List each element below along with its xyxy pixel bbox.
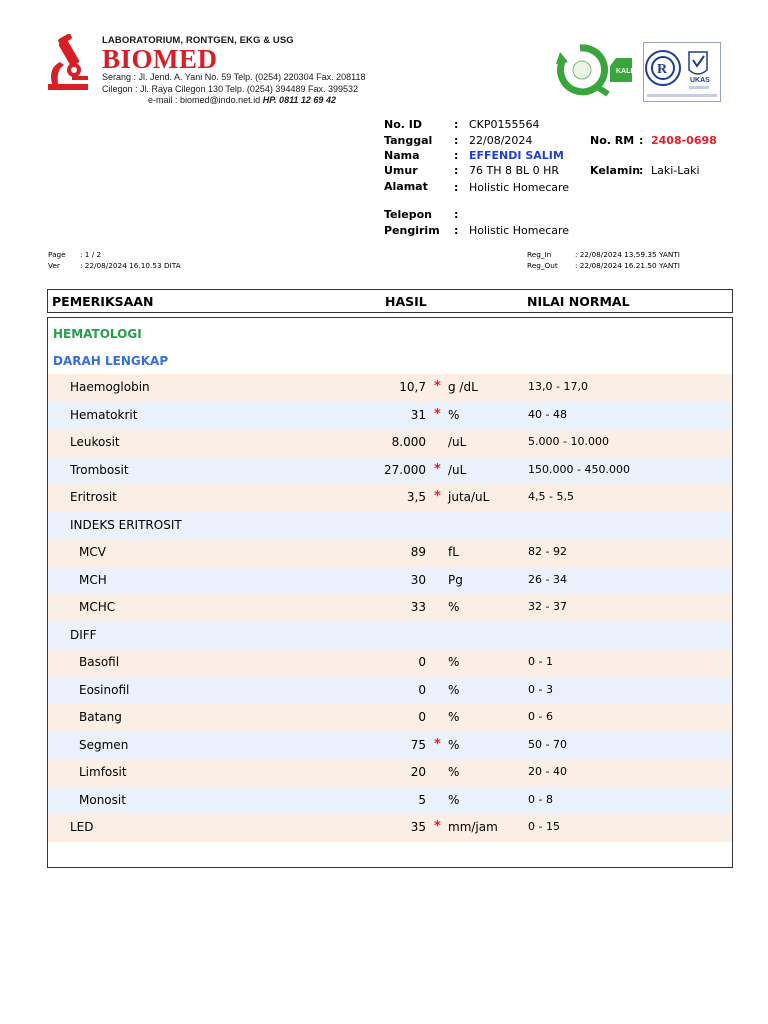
result-unit: % bbox=[448, 765, 460, 779]
result-value: 8.000 bbox=[391, 435, 426, 449]
table-row bbox=[48, 539, 732, 567]
result-value: 30 bbox=[410, 572, 426, 587]
test-name: Hematokrit bbox=[70, 407, 138, 422]
test-name: LED bbox=[70, 820, 94, 834]
result-unit: fL bbox=[448, 545, 459, 559]
normal-range: 50 - 70 bbox=[528, 737, 567, 751]
test-name: Eritrosit bbox=[70, 490, 117, 504]
address-serang: Serang : Jl. Jend. A. Yani No. 59 Telp. (0254) 220304 Fax. 208118 bbox=[102, 72, 366, 82]
result-unit: /uL bbox=[448, 462, 467, 477]
table-row bbox=[48, 594, 732, 622]
test-name: Eosinofil bbox=[79, 682, 130, 697]
reg-in-label: Reg_In bbox=[527, 250, 552, 259]
no-id-label: No. ID bbox=[384, 118, 422, 131]
result-unit: % bbox=[448, 655, 460, 669]
normal-range: 0 - 6 bbox=[528, 710, 553, 723]
test-name: Basofil bbox=[79, 655, 120, 669]
result-unit: % bbox=[448, 682, 460, 697]
normal-range: 20 - 40 bbox=[528, 765, 567, 778]
abnormal-flag: * bbox=[434, 736, 441, 752]
alamat-label: Alamat bbox=[384, 180, 428, 193]
test-name: MCH bbox=[79, 572, 107, 587]
microscope-logo-icon bbox=[44, 34, 96, 92]
table-row bbox=[48, 677, 732, 705]
col-nilai-normal: NILAI NORMAL bbox=[527, 294, 630, 309]
kalk-label: KALK bbox=[616, 68, 636, 75]
hp-number: HP. 0811 12 69 42 bbox=[262, 95, 336, 105]
normal-range: 82 - 92 bbox=[528, 545, 567, 558]
normal-range: 13,0 - 17,0 bbox=[528, 380, 588, 393]
table-header bbox=[47, 289, 733, 313]
tanggal-value: 22/08/2024 bbox=[469, 134, 533, 147]
abnormal-flag: * bbox=[434, 489, 441, 504]
reg-in-value: : 22/08/2024 13.59.35 YANTI bbox=[575, 250, 680, 259]
result-unit: % bbox=[448, 600, 460, 614]
test-name: DIFF bbox=[70, 627, 97, 642]
test-name: Limfosit bbox=[79, 765, 127, 779]
table-row bbox=[48, 402, 732, 430]
reg-out-label: Reg_Out bbox=[527, 261, 558, 270]
ukas-label: UKAS bbox=[690, 77, 710, 84]
table-row bbox=[48, 732, 732, 760]
ukas-certification-logo bbox=[643, 42, 721, 102]
result-value: 75 bbox=[410, 737, 426, 752]
table-row bbox=[48, 759, 732, 787]
section-darah-lengkap: DARAH LENGKAP bbox=[53, 354, 169, 368]
result-value: 0 bbox=[418, 710, 426, 724]
umur-value: 76 TH 8 BL 0 HR bbox=[469, 164, 560, 177]
tanggal-label: Tanggal bbox=[384, 134, 433, 147]
contact-line bbox=[148, 95, 336, 105]
result-unit: /uL bbox=[448, 435, 467, 449]
no-rm-value: 2408-0698 bbox=[651, 134, 717, 147]
table-row bbox=[48, 649, 732, 677]
col-pemeriksaan: PEMERIKSAAN bbox=[52, 294, 154, 309]
abnormal-flag: * bbox=[434, 406, 441, 422]
normal-range: 32 - 37 bbox=[528, 600, 567, 613]
normal-range: 5.000 - 10.000 bbox=[528, 435, 609, 448]
result-value: 27.000 bbox=[384, 462, 426, 477]
table-row bbox=[48, 622, 732, 650]
table-row bbox=[48, 512, 732, 540]
abnormal-flag: * bbox=[434, 819, 441, 834]
result-unit: juta/uL bbox=[448, 490, 490, 504]
table-row bbox=[48, 484, 732, 512]
normal-range: 0 - 15 bbox=[528, 820, 560, 833]
test-name: Batang bbox=[79, 710, 122, 724]
test-name: MCHC bbox=[79, 600, 116, 614]
section-hematologi: HEMATOLOGI bbox=[53, 327, 142, 341]
lab-subtitle: LABORATORIUM, RONTGEN, EKG & USG bbox=[102, 35, 294, 46]
abnormal-flag: * bbox=[434, 461, 441, 477]
result-value: 33 bbox=[410, 600, 426, 614]
result-value: 20 bbox=[410, 765, 426, 779]
result-unit: mm/jam bbox=[448, 820, 498, 834]
normal-range: 40 - 48 bbox=[528, 407, 567, 421]
test-name: Trombosit bbox=[70, 462, 129, 477]
result-value: 0 bbox=[418, 655, 426, 669]
result-value: 0 bbox=[418, 682, 426, 697]
table-row bbox=[48, 704, 732, 732]
result-unit: % bbox=[448, 710, 460, 724]
email-text: e-mail : biomed@indo.net.id bbox=[148, 95, 261, 105]
result-unit: % bbox=[448, 407, 460, 422]
telepon-label: Telepon bbox=[384, 208, 432, 221]
result-value: 31 bbox=[410, 407, 426, 422]
umur-label: Umur bbox=[384, 164, 418, 177]
test-name: Segmen bbox=[79, 737, 129, 752]
table-row bbox=[48, 429, 732, 457]
reg-out-value: : 22/08/2024 16.21.50 YANTI bbox=[575, 261, 680, 270]
result-unit: g /dL bbox=[448, 380, 478, 394]
nama-value: EFFENDI SALIM bbox=[469, 149, 564, 162]
pengirim-label: Pengirim bbox=[384, 224, 440, 237]
kelamin-value: Laki-Laki bbox=[651, 164, 700, 177]
brand-name: BIOMED bbox=[102, 44, 218, 74]
result-value: 3,5 bbox=[406, 490, 426, 504]
address-cilegon: Cilegon : Jl. Raya Cilegon 130 Telp. (0254) 394489 Fax. 399532 bbox=[102, 84, 359, 94]
result-unit: % bbox=[448, 792, 460, 807]
normal-range: 0 - 1 bbox=[528, 655, 553, 668]
table-row bbox=[48, 814, 732, 842]
table-row bbox=[48, 374, 732, 402]
result-value: 89 bbox=[410, 545, 426, 559]
normal-range: 0 - 3 bbox=[528, 682, 553, 696]
result-unit: Pg bbox=[448, 572, 463, 587]
test-name: Monosit bbox=[79, 792, 126, 807]
page-label: Page bbox=[48, 250, 66, 259]
abnormal-flag: * bbox=[434, 379, 441, 394]
result-value: 35 bbox=[410, 820, 426, 834]
test-name: INDEKS ERITROSIT bbox=[70, 517, 182, 532]
test-name: MCV bbox=[79, 545, 106, 559]
kalk-certification-logo bbox=[552, 42, 636, 98]
ver-label: Ver bbox=[48, 261, 60, 270]
kelamin-label: Kelamin bbox=[590, 164, 641, 177]
nama-label: Nama bbox=[384, 149, 420, 162]
col-hasil: HASIL bbox=[385, 294, 427, 309]
normal-range: 0 - 8 bbox=[528, 792, 553, 806]
normal-range: 150.000 - 450.000 bbox=[528, 462, 630, 476]
result-value: 10,7 bbox=[399, 380, 426, 394]
table-row bbox=[48, 457, 732, 485]
result-value: 5 bbox=[418, 792, 426, 807]
table-row bbox=[48, 787, 732, 815]
page-value: : 1 / 2 bbox=[80, 250, 102, 259]
test-name: Leukosit bbox=[70, 435, 120, 449]
alamat-value: Holistic Homecare bbox=[469, 181, 570, 194]
result-unit: % bbox=[448, 737, 460, 752]
normal-range: 4,5 - 5,5 bbox=[528, 490, 574, 503]
no-rm-label: No. RM bbox=[590, 134, 635, 147]
normal-range: 26 - 34 bbox=[528, 572, 567, 586]
ver-value: : 22/08/2024 16.10.53 DITA bbox=[80, 261, 181, 270]
table-row bbox=[48, 567, 732, 595]
no-id-value: CKP0155564 bbox=[469, 118, 540, 131]
svg-text:R: R bbox=[657, 62, 668, 77]
test-name: Haemoglobin bbox=[70, 380, 150, 394]
pengirim-value: Holistic Homecare bbox=[469, 224, 570, 237]
